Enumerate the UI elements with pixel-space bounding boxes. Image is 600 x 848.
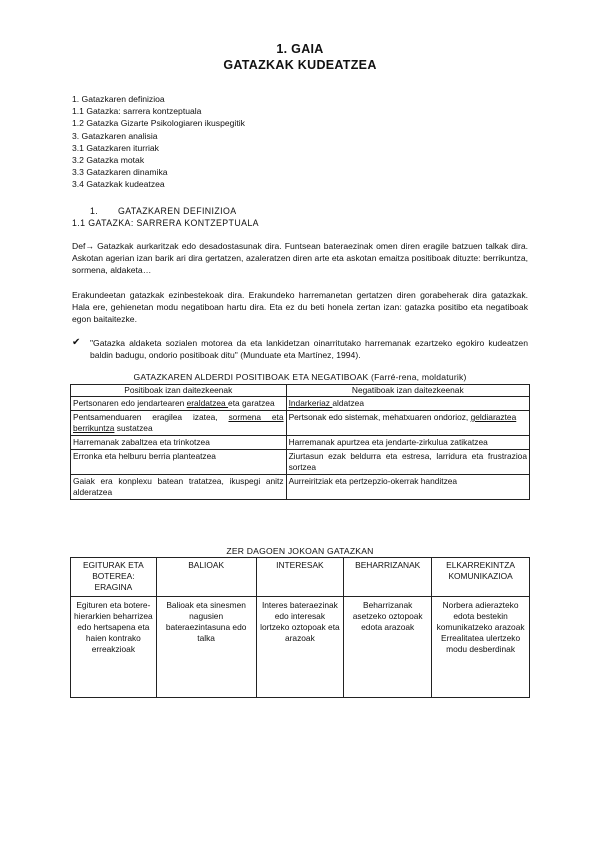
table-row <box>71 411 530 436</box>
toc-item: 3. Gatazkaren analisia <box>72 130 158 141</box>
table-cell: Egituren eta botere-hierarkien beharrizea edo hertsapena eta haien kontrako erreakzioak <box>71 597 157 698</box>
checkmark-icon: ✔ <box>72 337 81 348</box>
column-header: EGITURAK ETA BOTEREA: ERAGINA <box>71 558 157 597</box>
table-cell <box>286 411 529 436</box>
cell-text: aldatzea <box>332 398 364 408</box>
cell-text: Pertsonak edo sistemak, mehatxuaren ondorioz, <box>288 412 471 422</box>
table-cell: Harremanak apurtzea eta jendarte-zirkulua zatikatzea <box>286 436 529 450</box>
table-row <box>71 450 530 475</box>
chapter-number: 1. GAIA <box>276 42 324 56</box>
organizations-paragraph: Erakundeetan gatazkak ezinbestekoak dira. Erakundeko harremanetan gertatzen diren gorabeherak dira gatazkak. Hala ere, gehienetan modu negatiboan hartu dira. Eta ez du beti honela zertan izan: gatazka positibo eta negatiboak egon baitaitezke. <box>72 290 528 325</box>
table-row <box>71 397 530 411</box>
chapter-title: GATAZKAK KUDEATZEA <box>223 58 377 72</box>
quote-text: "Gatazka aldaketa sozialen motorea da eta lankidetzan oinarritutako harremanak ezartzeko egokiro kudeatzen baldin badugu, ondorio positiboak ditu" (Munduate eta Martínez, 1994). <box>90 338 528 361</box>
cell-underlined-text: sormena eta berrikuntza <box>73 412 284 433</box>
table-row <box>71 475 530 500</box>
toc-item: 1. Gatazkaren definizioa <box>72 94 165 104</box>
cell-underlined-text: geldiaraztea <box>470 412 517 422</box>
table-cell: Beharrizanak asetzeko oztopoak edota arazoak <box>344 597 432 698</box>
stakes-table <box>70 557 530 698</box>
table-cell: Aurreiritziak eta pertzepzio-okerrak handitzea <box>286 475 529 500</box>
table2-caption: ZER DAGOEN JOKOAN GATAZKAN <box>226 546 374 556</box>
table-cell: Norbera adierazteko edota bestekin komunikatzeko arazoak Errealitatea ulertzeko modu desberdinak <box>432 597 530 698</box>
cell-underlined-text: eraldatzea <box>186 398 229 408</box>
toc-item: 3.3 Gatazkaren dinamika <box>72 167 168 178</box>
table-cell <box>71 411 287 436</box>
column-header: BALIOAK <box>156 558 256 597</box>
column-header: INTERESAK <box>256 558 344 597</box>
toc-item: 1.2 Gatazka Gizarte Psikologiaren ikuspegitik <box>72 118 245 129</box>
table-row <box>71 597 530 698</box>
table-row <box>71 436 530 450</box>
toc-item: 3.1 Gatazkaren iturriak <box>72 142 159 153</box>
column-header: Negatiboak izan daitezkeenak <box>286 385 529 397</box>
table-cell: Balioak eta sinesmen nagusien bateraezintasuna edo talka <box>156 597 256 698</box>
cell-text: Pentsamenduaren eragilea izatea, <box>73 412 229 422</box>
toc-item: 3.2 Gatazka motak <box>72 155 145 166</box>
cell-text: eta garatzea <box>228 398 275 408</box>
section-number: 1. <box>90 206 99 216</box>
section-title: GATAZKAREN DEFINIZIOA <box>118 206 237 216</box>
table-cell: Harremanak zabaltzea eta trinkotzea <box>71 436 287 450</box>
table-of-contents <box>72 93 245 191</box>
section-heading <box>72 206 237 216</box>
subsection-heading: 1.1 GATAZKA: SARRERA KONTZEPTUALA <box>72 218 259 228</box>
toc-item: 3.4 Gatazkak kudeatzea <box>72 179 165 190</box>
column-header: Positiboak izan daitezkeenak <box>71 385 287 397</box>
table1-caption: GATAZKAREN ALDERDI POSITIBOAK ETA NEGATIBOAK (Farré-rena, moldaturik) <box>133 372 467 382</box>
table-cell: Ziurtasun ezak beldurra eta estresa, larridura eta frustrazioa sortzea <box>286 450 529 475</box>
definition-paragraph: Def→ Gatazkak aurkaritzak edo desadostasunak dira. Funtsean bateraezinak omen diren eragile batzuen talkak dira. Askotan agerian izan barik ari dira gertatzen, azaleratzen diren arte eta askotan emaitza positiboak dituzte: berrikuntza, sormena, aldaketa… <box>72 241 528 276</box>
cell-text: Pertsonaren edo jendartearen <box>73 398 187 408</box>
table-header-row <box>71 385 530 397</box>
toc-item: 1.1 Gatazka: sarrera kontzeptuala <box>72 106 202 117</box>
table-header-row <box>71 558 530 597</box>
cell-underlined-text: Indarkeriaz <box>288 398 333 408</box>
table-cell: Gaiak era konplexu batean tratatzea, ikuspegi anitz alderatzea <box>71 475 287 500</box>
column-header: BEHARRIZANAK <box>344 558 432 597</box>
pos-neg-table <box>70 384 530 500</box>
table-cell: Erronka eta helburu berria planteatzea <box>71 450 287 475</box>
table-cell: Interes bateraezinak edo interesak lortzeko oztopoak eta arazoak <box>256 597 344 698</box>
table-cell <box>286 397 529 411</box>
cell-text: sustatzea <box>114 423 153 433</box>
table-cell <box>71 397 287 411</box>
column-header: ELKARREKINTZA KOMUNIKAZIOA <box>432 558 530 597</box>
